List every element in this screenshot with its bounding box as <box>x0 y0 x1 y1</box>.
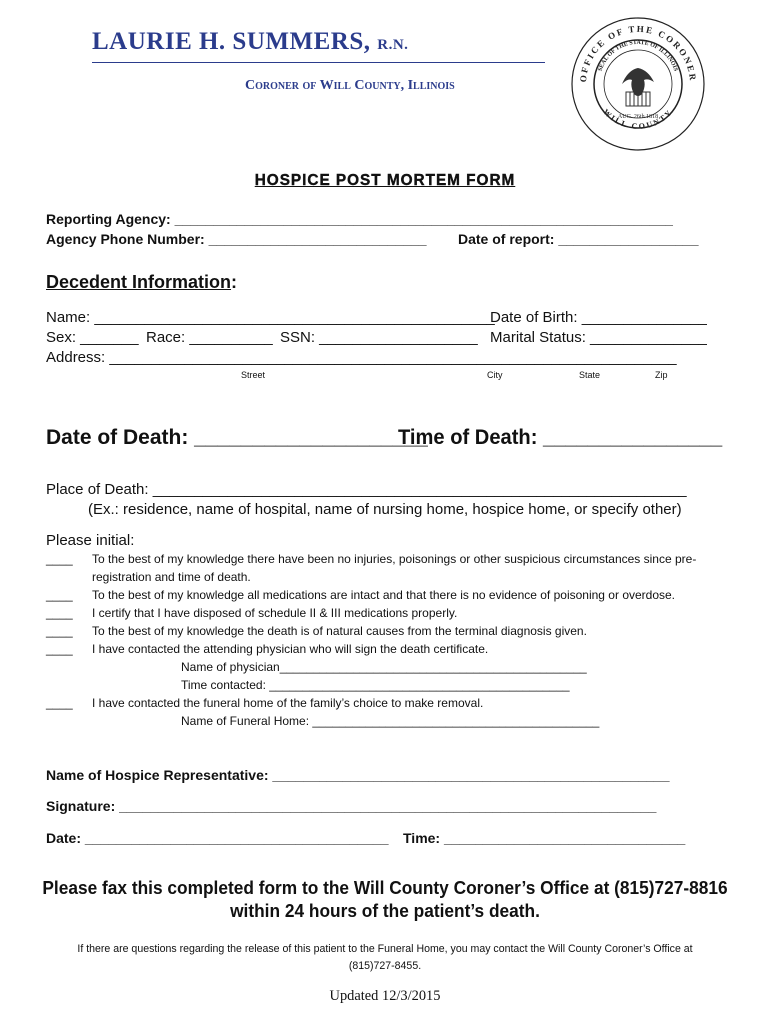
initial-item-2: To the best of my knowledge all medications are intact and that there is no evidence of poisoning or overdose. <box>92 588 676 602</box>
fax-instruction-line-2: within 24 hours of the patient’s death. <box>230 901 540 921</box>
time-field[interactable]: Time: _______________________________ <box>403 830 686 846</box>
date-of-death-field[interactable]: Date of Death: ____________________ <box>46 426 428 449</box>
svg-text:WILL COUNTY: WILL COUNTY <box>601 107 675 132</box>
decedent-name-field[interactable]: Name: ________________________________________________ <box>46 309 495 326</box>
initial-item-6: I have contacted the funeral home of the family’s choice to make removal. <box>92 696 484 710</box>
county-seal-icon <box>568 14 708 154</box>
fax-instruction-line-1: Please fax this completed form to the Will County Coroner’s Office at (815)727-8816 <box>42 878 728 898</box>
svg-text:OFFICE OF THE CORONER: OFFICE OF THE CORONER <box>577 23 699 83</box>
race-field[interactable]: Race: __________ <box>146 329 273 346</box>
svg-text:AUG. 26th 1818: AUG. 26th 1818 <box>617 114 659 120</box>
contact-note-line-2: (815)727-8455. <box>348 960 422 972</box>
time-of-death-field[interactable]: Time of Death: ________________ <box>398 426 723 449</box>
contact-note-line-1: If there are questions regarding the release of this patient to the Funeral Home, you may contact the Will County Coroner’s Office at <box>77 943 693 955</box>
date-of-birth-field[interactable]: Date of Birth: _______________ <box>490 309 707 326</box>
initial-blank-4[interactable]: ____ <box>46 624 73 638</box>
form-title: HOSPICE POST MORTEM FORM <box>254 172 516 189</box>
date-of-report-field[interactable]: Date of report: __________________ <box>458 231 699 247</box>
updated-date: Updated 12/3/2015 <box>329 988 441 1004</box>
marital-status-field[interactable]: Marital Status: ______________ <box>490 329 707 346</box>
sex-field[interactable]: Sex: _______ <box>46 329 139 346</box>
initial-blank-5[interactable]: ____ <box>46 642 73 656</box>
place-of-death-example: (Ex.: residence, name of hospital, name of nursing home, hospice home, or specify other) <box>88 501 682 518</box>
agency-phone-field[interactable]: Agency Phone Number: ____________________________ <box>46 231 427 247</box>
initial-blank-1[interactable]: ____ <box>46 552 73 566</box>
initial-item-3: I certify that I have disposed of schedule II & III medications properly. <box>92 606 458 620</box>
ssn-field[interactable]: SSN: ___________________ <box>280 329 478 346</box>
initial-blank-2[interactable]: ____ <box>46 588 73 602</box>
svg-text:SEAL OF THE STATE OF ILLINOIS: SEAL OF THE STATE OF ILLINOIS <box>597 39 679 73</box>
reporting-agency-field[interactable]: Reporting Agency: ________________________________________________________________ <box>46 211 673 227</box>
initial-blank-3[interactable]: ____ <box>46 606 73 620</box>
coroner-name: LAURIE H. SUMMERS, R.N. <box>92 28 409 55</box>
physician-name-field[interactable]: Name of physician______________________________________________ <box>181 660 587 674</box>
hospice-representative-field[interactable]: Name of Hospice Representative: ___________________________________________________ <box>46 767 670 783</box>
state-label: State <box>579 370 601 380</box>
initial-item-1-cont: registration and time of death. <box>92 570 251 584</box>
signature-field[interactable]: Signature: _____________________________________________________________________ <box>46 798 657 814</box>
funeral-home-field[interactable]: Name of Funeral Home: ___________________________________________ <box>181 714 600 728</box>
header-divider <box>92 62 545 63</box>
please-initial-heading: Please initial: <box>46 532 135 549</box>
initial-blank-6[interactable]: ____ <box>46 696 73 710</box>
street-label: Street <box>241 370 266 380</box>
coroner-subtitle: Coroner of Will County, Illinois <box>245 78 455 93</box>
initial-item-1: To the best of my knowledge there have been no injuries, poisonings or other suspicious circumstances since pre- <box>92 552 697 566</box>
decedent-heading: Decedent Information: <box>46 272 238 292</box>
initial-item-4: To the best of my knowledge the death is of natural causes from the terminal diagnosis given. <box>92 624 587 638</box>
zip-label: Zip <box>655 370 668 380</box>
time-contacted-field[interactable]: Time contacted: _____________________________________________ <box>181 678 570 692</box>
city-label: City <box>487 370 503 380</box>
date-field[interactable]: Date: _______________________________________ <box>46 830 389 846</box>
address-field[interactable]: Address: ____________________________________________________________________ <box>46 349 677 366</box>
place-of-death-field[interactable]: Place of Death: ________________________________________________________________ <box>46 481 687 498</box>
initial-item-5: I have contacted the attending physician who will sign the death certificate. <box>92 642 489 656</box>
credential: R.N. <box>377 37 409 53</box>
